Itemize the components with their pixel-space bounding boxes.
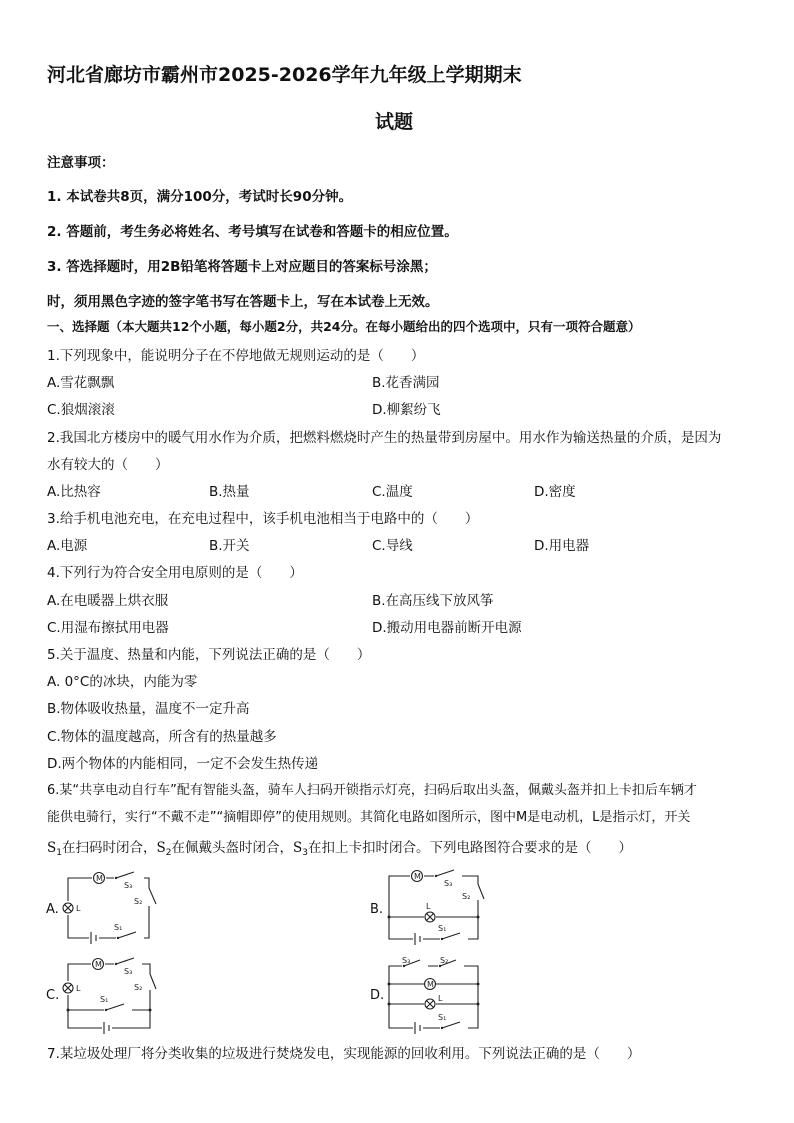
circuit-b-option-label: B. <box>370 902 384 917</box>
question-1-stem: 1.下列现象中，能说明分子在不停地做无规则运动的是（ ） <box>47 348 425 364</box>
circuit-d-motor-label: M <box>427 980 434 989</box>
circuit-c-s1-label: S₁ <box>100 995 109 1004</box>
circuit-c-motor-label: M <box>95 960 102 969</box>
section-heading: 一、选择题（本大题共12个小题，每小题2分，共24分。在每小题给出的四个选项中，只有一项符合题意） <box>47 319 641 334</box>
question-4-option-c: C.用湿布擦拭用电器 <box>47 620 169 636</box>
circuit-a-option-label: A. <box>46 902 59 917</box>
question-1-option-c: C.狼烟滚滚 <box>47 402 115 418</box>
notice-item: 时，须用黑色字迹的签字笔书写在答题卡上，写在本试卷上无效。 <box>47 294 439 310</box>
question-3-option-b: B.开关 <box>209 538 250 554</box>
circuit-c-s2-label: S₂ <box>134 983 143 992</box>
question-4-stem: 4.下列行为符合安全用电原则的是（ ） <box>47 565 303 581</box>
circuit-a-motor-label: M <box>96 874 103 883</box>
question-3-option-a: A.电源 <box>47 538 88 554</box>
question-1-option-a: A.雪花飘飘 <box>47 375 115 391</box>
switch-s3-subscript: 3 <box>302 848 308 858</box>
circuit-d-s2-label: S₂ <box>440 956 449 965</box>
question-3-stem: 3.给手机电池充电，在充电过程中，该手机电池相当于电路中的（ ） <box>47 511 479 527</box>
question-5-option-b: B.物体吸收热量，温度不一定升高 <box>47 701 250 717</box>
question-2-stem: 2.我国北方楼房中的暖气用水作为介质，把燃料燃烧时产生的热量带到房屋中。用水作为输送热量的介质，是因为 <box>47 430 722 446</box>
question-1-option-b: B.花香满园 <box>372 375 440 391</box>
question-2-option-c: C.温度 <box>372 484 413 500</box>
notice-heading: 注意事项： <box>47 155 115 171</box>
circuit-d-s3-label: S₃ <box>402 956 411 965</box>
question-2-option-a: A.比热容 <box>47 484 101 500</box>
question-7-stem: 7.某垃圾处理厂将分类收集的垃圾进行焚烧发电，实现能源的回收利用。下列说法正确的是（ ） <box>47 1046 641 1062</box>
notice-item: 2. 答题前，考生务必将姓名、考号填写在试卷和答题卡的相应位置。 <box>47 224 458 240</box>
exam-title-continued: 试题 <box>375 111 414 133</box>
notice-item: 1. 本试卷共8页，满分100分，考试时长90分钟。 <box>47 189 353 205</box>
exam-title: 河北省廊坊市霸州市2025-2026学年九年级上学期期末 <box>47 64 522 86</box>
circuit-c-option-label: C. <box>46 988 60 1003</box>
circuit-d-lamp-label: L <box>438 994 443 1003</box>
question-6-stem-continued: 能供电骑行，实行“不戴不走”“摘帽即停”的使用规则。其简化电路如图所示，图中M是电动机，L是指示灯，开关 <box>47 810 691 825</box>
notice-item: 3. 答选择题时，用2B铅笔将答题卡上对应题目的答案标号涂黑； <box>47 259 437 275</box>
question-4-option-a: A.在电暖器上烘衣服 <box>47 593 169 609</box>
circuit-d-loop <box>389 966 478 1028</box>
circuit-a-lamp-label: L <box>76 904 81 913</box>
question-2-option-b: B.热量 <box>209 484 250 500</box>
question-6-stem-switches <box>47 836 632 858</box>
switch-s1-symbol: S <box>47 840 57 856</box>
question-2-option-d: D.密度 <box>534 484 576 500</box>
switch-s2-symbol: S <box>156 840 166 856</box>
switch-s3-text: 在扣上卡扣时闭合。下列电路图符合要求的是（ ） <box>307 840 632 856</box>
circuit-a-s2-label: S₂ <box>134 897 143 906</box>
switch-s1-text: 在扫码时闭合， <box>61 840 157 856</box>
question-5-option-d: D.两个物体的内能相同，一定不会发生热传递 <box>47 756 319 772</box>
question-5-option-c: C.物体的温度越高，所含有的热量越多 <box>47 729 277 745</box>
circuit-b-loop <box>389 876 478 939</box>
question-5-option-a: A. 0°C的冰块，内能为零 <box>47 674 198 690</box>
question-3-option-c: C.导线 <box>372 538 413 554</box>
question-4-option-b: B.在高压线下放风筝 <box>372 593 494 609</box>
circuit-c-loop <box>68 964 150 1028</box>
question-1-option-d: D.柳絮纷飞 <box>372 402 441 418</box>
circuit-b-s2-label: S₂ <box>462 892 471 901</box>
question-4-option-d: D.搬动用电器前断开电源 <box>372 620 522 636</box>
circuit-diagram-b <box>368 866 488 946</box>
circuit-d-option-label: D. <box>370 988 385 1003</box>
circuit-diagram-a <box>44 866 164 946</box>
circuit-d-s1-label: S₁ <box>438 1013 447 1022</box>
question-2-stem-continued: 水有较大的（ ） <box>47 457 169 473</box>
circuit-b-s1-label: S₁ <box>438 924 447 933</box>
circuit-b-s3-label: S₃ <box>444 879 453 888</box>
switch-s1-subscript: 1 <box>56 848 62 858</box>
circuit-c-lamp-label: L <box>76 984 81 993</box>
circuit-b-motor-label: M <box>414 872 421 881</box>
switch-s2-subscript: 2 <box>165 848 172 858</box>
circuit-b-lamp-label: L <box>426 902 431 911</box>
circuit-c-s3-label: S₃ <box>124 967 133 976</box>
circuit-diagram-d <box>368 954 488 1034</box>
question-5-stem: 5.关于温度、热量和内能，下列说法正确的是（ ） <box>47 647 371 663</box>
circuit-a-s3-label: S₃ <box>124 881 133 890</box>
circuit-diagram-c <box>44 954 164 1034</box>
switch-s2-text: 在佩戴头盔时闭合， <box>171 840 293 856</box>
question-6-stem: 6.某“共享电动自行车”配有智能头盔，骑车人扫码开锁指示灯亮，扫码后取出头盔，佩戴头盔并扣上卡扣后车辆才 <box>47 783 697 798</box>
switch-s3-symbol: S <box>292 840 303 856</box>
question-3-option-d: D.用电器 <box>534 538 590 554</box>
circuit-a-s1-label: S₁ <box>114 923 123 932</box>
